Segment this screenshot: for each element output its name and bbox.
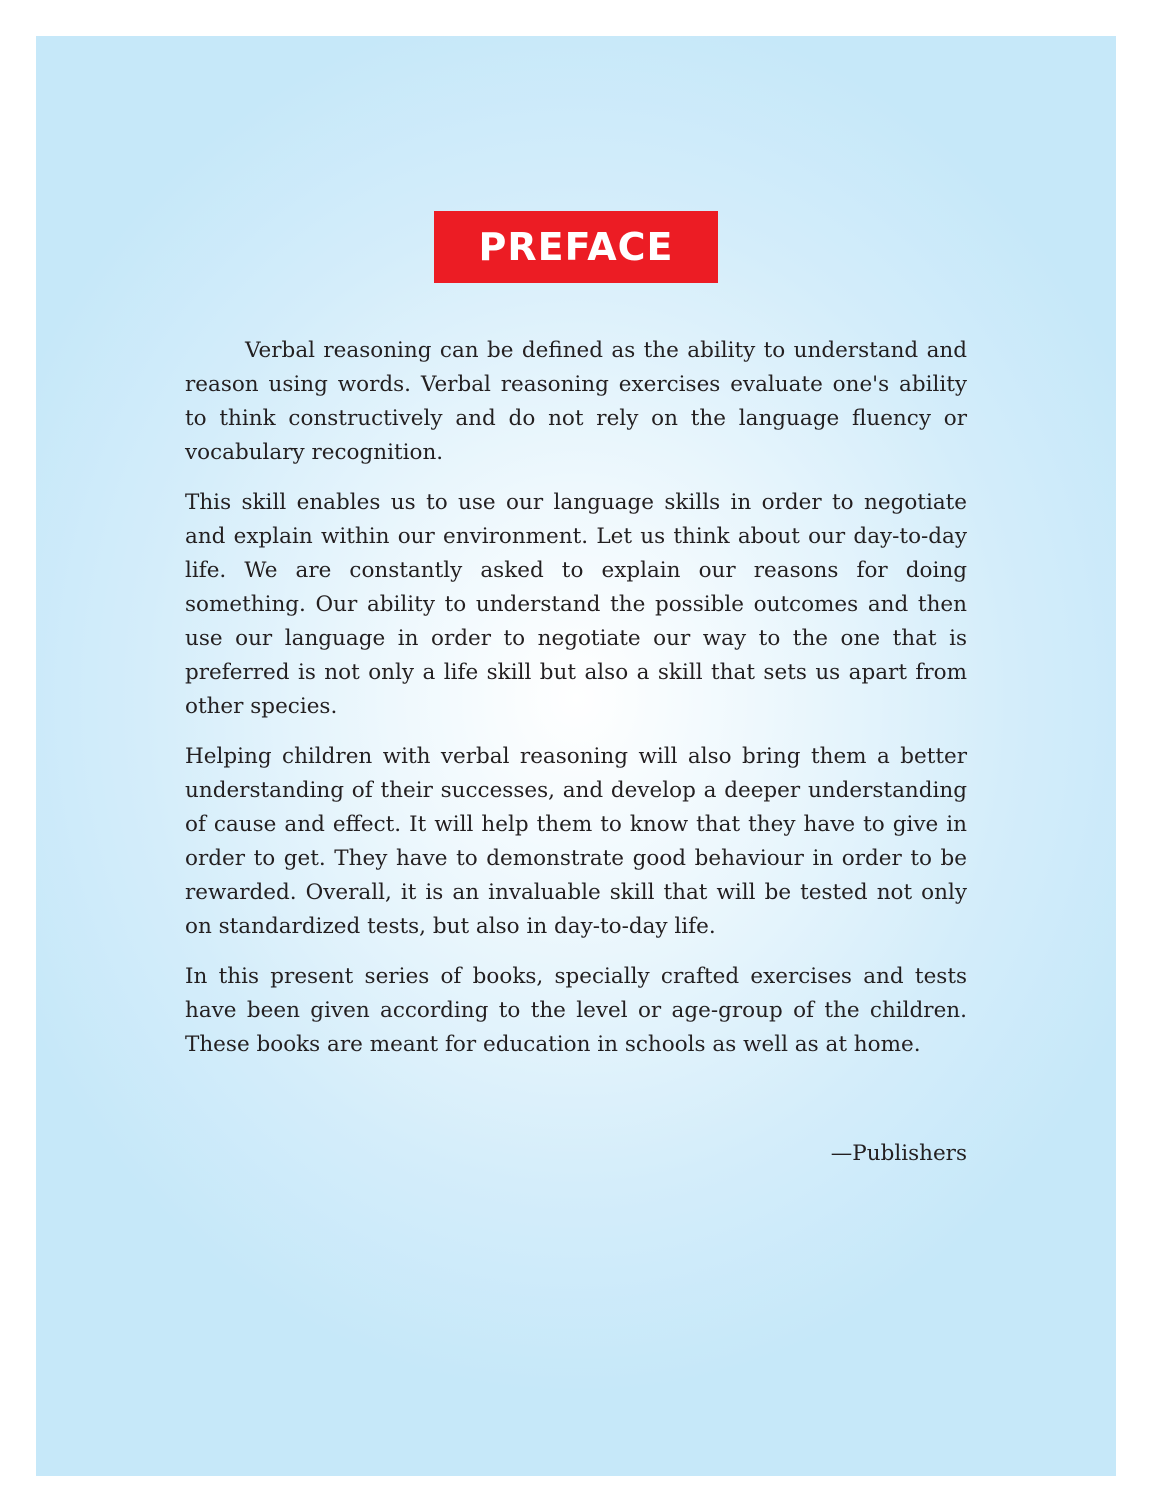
paragraph-4: In this present series of books, specially crafted exercises and tests have been given according to the level or age-group of the children. These books are meant for education in schools as well as at home. [185, 964, 967, 1057]
paragraph-1: Verbal reasoning can be defined as the ability to understand and reason using words. Verbal reasoning exercises evaluate one's ability to think constructively and do not rely on the language fluency or vocabulary recognition. [185, 338, 967, 465]
preface-body [185, 334, 967, 1078]
signature: —Publishers [830, 1141, 967, 1166]
paragraph-3: Helping children with verbal reasoning will also bring them a better understanding of their successes, and develop a deeper understanding of cause and effect. It will help them to know that they have to give in order to get. They have to demonstrate good behaviour in order to be rewarded. Overall, it is an invaluable skill that will be tested not only on standardized tests, but also in day-to-day life. [185, 744, 967, 939]
title-banner [434, 211, 718, 283]
paragraph-2: This skill enables us to use our language skills in order to negotiate and explain within our environment. Let us think about our day-to-day life. We are constantly asked to explain our reasons for doing something. Our ability to understand the possible outcomes and then use our language in order to negotiate our way to the one that is preferred is not only a life skill but also a skill that sets us apart from other species. [185, 490, 967, 719]
preface-page [36, 36, 1116, 1476]
page-title: PREFACE [478, 225, 674, 269]
